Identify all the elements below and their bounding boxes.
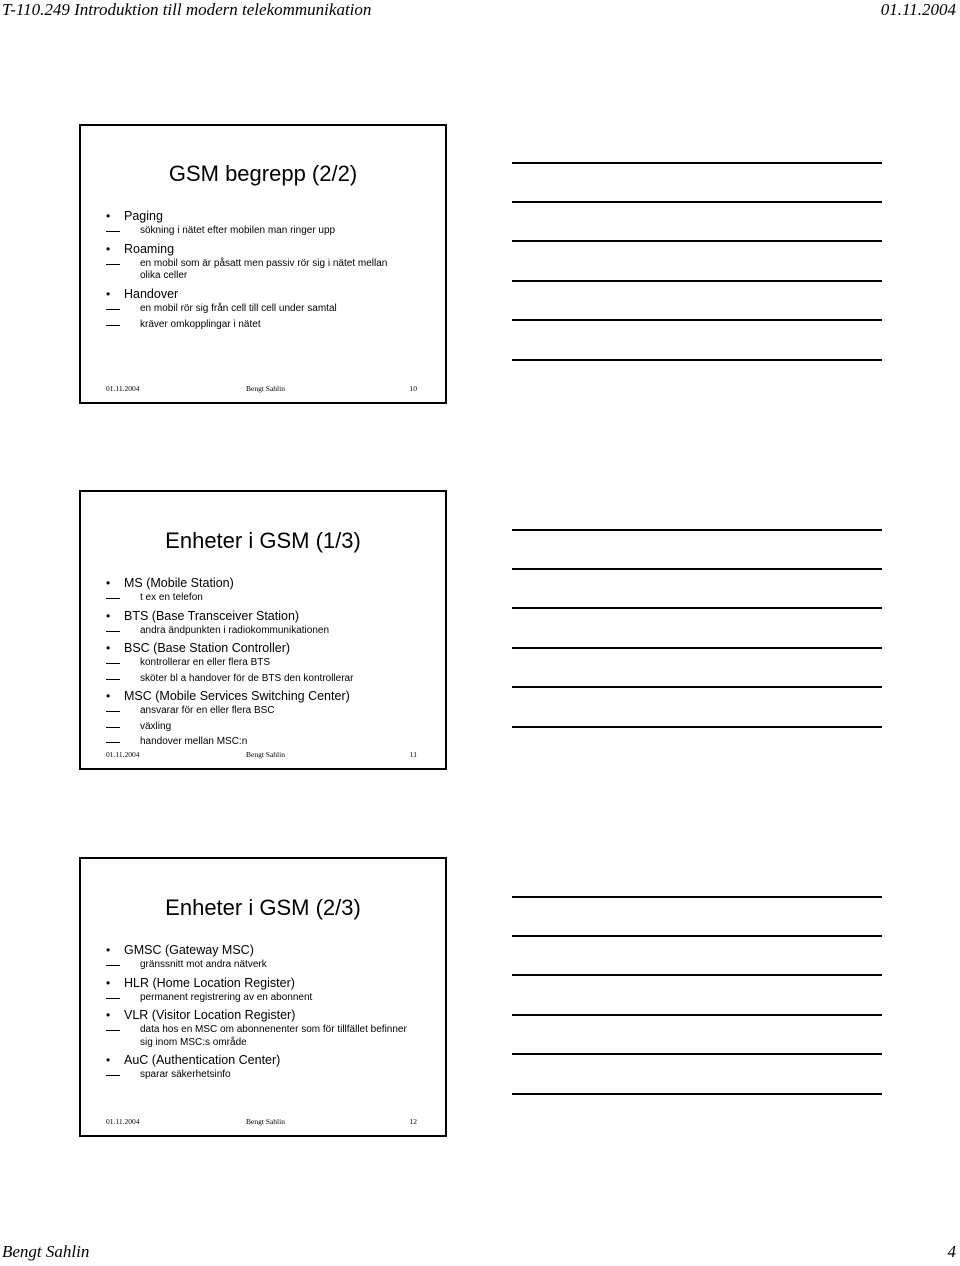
note-line [512,686,882,688]
note-line [512,162,882,164]
course-title: T-110.249 Introduktion till modern telekommunikation [2,0,372,19]
bullet-icon: • [106,209,111,223]
sub-bullet-item: sökning i nätet efter mobilen man ringer upp [106,225,435,238]
header-date: 01.11.2004 [880,0,956,19]
sub-bullet-item: gränssnitt mot andra nätverk [106,959,435,972]
dash-icon [106,631,120,632]
slide-number: 10 [409,384,417,393]
slide-bullets [106,941,435,1082]
bullet-icon: • [106,576,111,590]
note-line [512,1053,882,1055]
dash-icon [106,727,120,728]
note-line [512,726,882,728]
note-line [512,359,882,361]
dash-icon [106,264,120,265]
note-line [512,529,882,531]
slide-bullets [106,574,435,749]
slide-title: GSM begrepp (2/2) [168,161,358,186]
sub-bullet-item: en mobil som är påsatt men passiv rör sig i nätet mellan olika celler [106,258,435,283]
bullet-item: • BSC (Base Station Controller) [106,641,291,655]
sub-bullet-item: t ex en telefon [106,592,435,605]
sub-bullet-item: kontrollerar en eller flera BTS [106,657,435,670]
slide-11 [79,490,447,770]
slide-12 [79,857,447,1137]
dash-icon [106,711,120,712]
bullet-item: • BTS (Base Transceiver Station) [106,608,300,623]
bullet-item: • GMSC (Gateway MSC) [106,943,254,957]
note-line [512,607,882,609]
slide-10 [79,124,447,404]
sub-bullet-item: en mobil rör sig från cell till cell under samtal [106,303,435,316]
bullet-icon: • [106,241,111,256]
dash-icon [106,1075,120,1076]
sub-bullet-item: permanent registrering av en abonnent [106,992,435,1005]
bullet-icon: • [106,1008,111,1022]
note-line [512,280,882,282]
dash-icon [106,663,120,664]
bullet-item: • AuC (Authentication Center) [106,1053,281,1067]
bullet-item: • HLR (Home Location Register) [106,975,295,990]
sub-bullet-item: andra ändpunkten i radiokommunikationen [106,625,435,638]
bullet-item: • Roaming [106,241,175,256]
note-line [512,1093,882,1095]
dash-icon [106,679,120,680]
dash-icon [106,965,120,966]
note-line [512,201,882,203]
bullet-item: • MSC (Mobile Services Switching Center) [106,689,350,703]
sub-bullet-item: ansvarar för en eller flera BSC [106,705,435,718]
page-number: 4 [947,1242,956,1261]
note-line [512,974,882,976]
slide-footer: 01.11.2004 Bengt Sahlin 12 [106,1117,417,1126]
page-footer [0,1242,960,1266]
note-line [512,896,882,898]
dash-icon [106,1030,120,1031]
bullet-icon: • [106,943,111,957]
dash-icon [106,598,120,599]
note-line [512,568,882,570]
slide-footer: 01.11.2004 Bengt Sahlin 10 [106,384,417,393]
sub-bullet-item: sköter bl a handover för de BTS den kontrollerar [106,673,435,686]
sub-bullet-item: växling [106,721,435,734]
slide-title: Enheter i GSM (2/3) [165,895,361,920]
bullet-icon: • [106,1053,111,1067]
bullet-item: • Handover [106,286,179,301]
sub-bullet-item: sparar säkerhetsinfo [106,1069,435,1082]
slide-footer: 01.11.2004 Bengt Sahlin 11 [106,750,417,759]
dash-icon [106,325,120,326]
bullet-icon: • [106,975,111,990]
slide-number: 11 [409,750,417,759]
slide-number: 12 [409,1117,417,1126]
bullet-icon: • [106,608,111,623]
note-line [512,240,882,242]
note-line [512,319,882,321]
dash-icon [106,742,120,743]
bullet-item: • VLR (Visitor Location Register) [106,1008,296,1022]
dash-icon [106,309,120,310]
bullet-item: • MS (Mobile Station) [106,576,234,590]
slide-bullets [106,207,435,332]
sub-bullet-item: kräver omkopplingar i nätet [106,319,435,332]
sub-bullet-item: data hos en MSC om abonnenenter som för tillfället befinner sig inom MSC:s område [106,1024,435,1049]
note-line [512,647,882,649]
slide-title: Enheter i GSM (1/3) [165,528,361,553]
dash-icon [106,998,120,999]
footer-author: Bengt Sahlin [2,1242,90,1261]
sub-bullet-item: handover mellan MSC:n [106,736,435,749]
dash-icon [106,231,120,232]
note-line [512,1014,882,1016]
note-line [512,935,882,937]
page-header [0,0,960,24]
bullet-icon: • [106,641,111,655]
bullet-icon: • [106,286,111,301]
bullet-item: • Paging [106,209,163,223]
bullet-icon: • [106,689,111,703]
